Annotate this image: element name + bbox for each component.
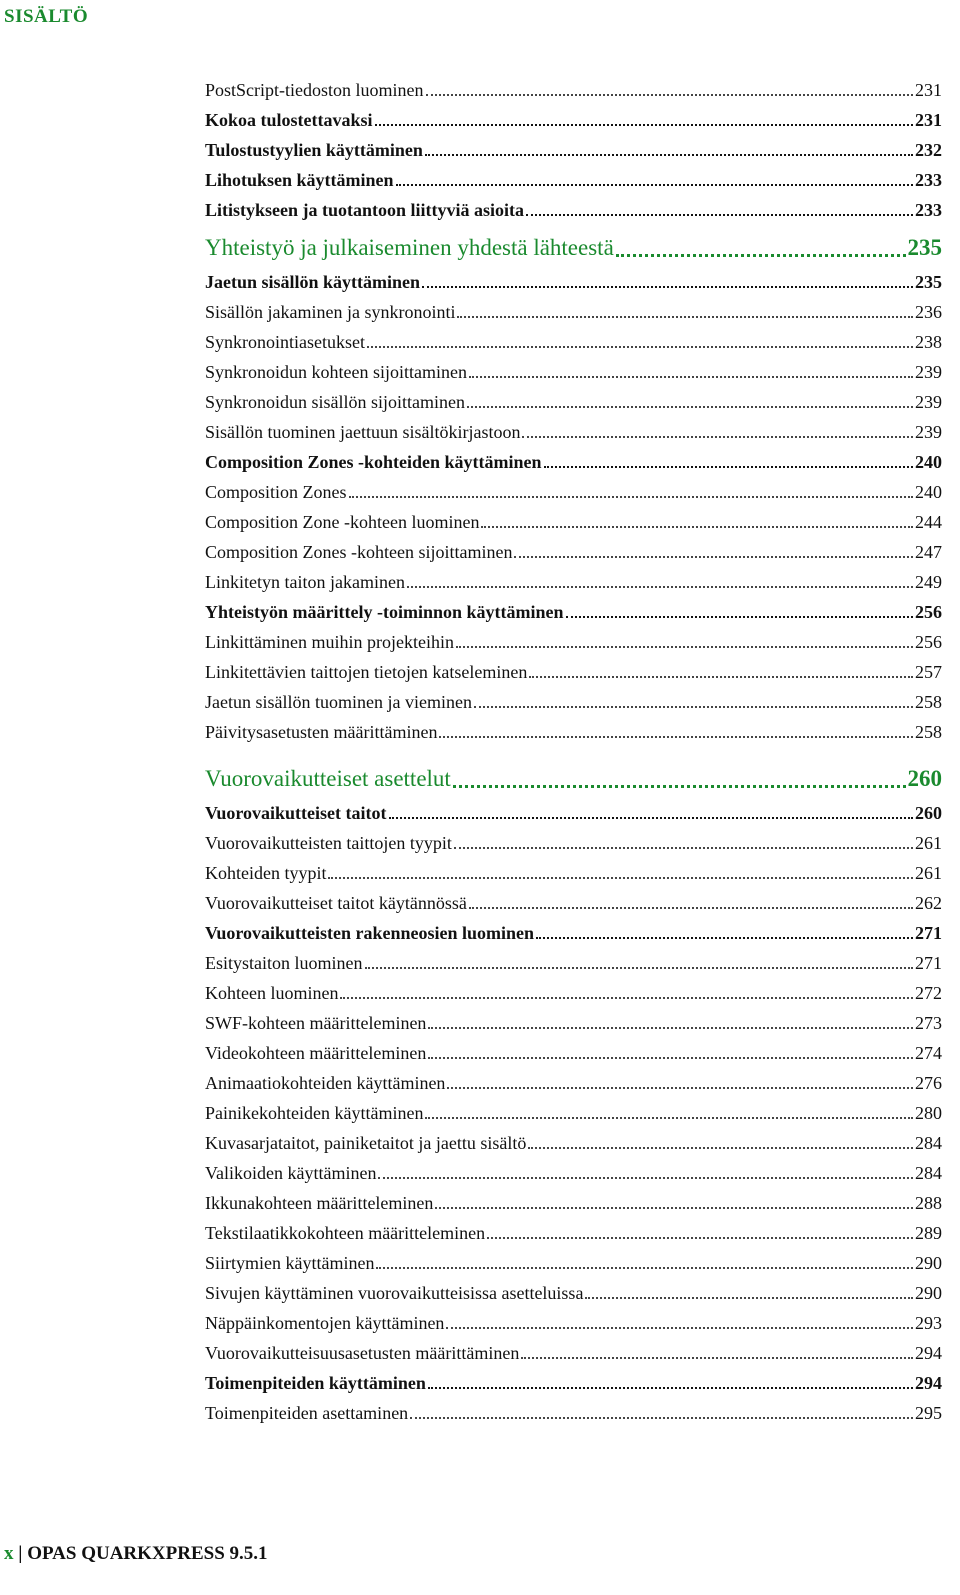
toc-entry-title: Synkronointiasetukset [205,332,365,352]
toc-entry[interactable] [205,1402,942,1424]
toc-entry-title: Composition Zones [205,482,347,502]
toc-entry-page: 233 [915,170,942,190]
toc-entry-page: 247 [915,542,942,562]
toc-dot-leader [481,526,913,528]
toc-dot-leader [396,184,913,186]
toc-entry-title: Jaetun sisällön tuominen ja vieminen [205,692,472,712]
toc-entry[interactable] [205,631,942,653]
toc-dot-leader [365,967,914,969]
toc-entry-title: Composition Zones -kohteiden käyttäminen [205,452,542,472]
toc-entry-page: 239 [915,392,942,412]
toc-entry-title: PostScript-tiedoston luominen [205,80,424,100]
toc-entry[interactable] [205,661,942,683]
toc-chapter-entry[interactable] [205,765,942,793]
toc-entry-title: Linkitetyn taiton jakaminen [205,572,405,592]
toc-entry-page: 249 [915,572,942,592]
toc-entry-page: 233 [915,200,942,220]
toc-entry[interactable] [205,541,942,563]
toc-dot-leader [529,676,913,678]
toc-dot-leader [514,556,913,558]
toc-entry-title: Toimenpiteiden käyttäminen [205,1373,426,1393]
toc-entry-title: Toimenpiteiden asettaminen [205,1403,409,1423]
toc-entry-title: Kuvasarjataitot, painiketaitot ja jaettu sisältö [205,1133,527,1153]
toc-entry[interactable] [205,451,942,473]
toc-entry-title: Lihotuksen käyttäminen [205,170,394,190]
toc-dot-leader [447,1087,913,1089]
toc-entry[interactable] [205,1222,942,1244]
toc-entry-title: Animaatiokohteiden käyttäminen [205,1073,446,1093]
toc-entry[interactable] [205,952,942,974]
toc-entry-page: 238 [915,332,942,352]
toc-dot-leader [428,1057,913,1059]
toc-entry-title: Litistykseen ja tuotantoon liittyviä asioita [205,200,525,220]
toc-entry[interactable] [205,1192,942,1214]
toc-entry-title: Näppäinkomentojen käyttäminen [205,1313,445,1333]
toc-dot-leader [474,706,913,708]
toc-dot-leader [410,1417,913,1419]
toc-entry[interactable] [205,1132,942,1154]
toc-entry-title: Linkittäminen muihin projekteihin [205,632,454,652]
toc-dot-leader [340,997,913,999]
toc-dot-leader [376,1267,913,1269]
footer-separator: | [18,1543,23,1564]
toc-entry[interactable] [205,271,942,293]
toc-entry-title: Vuorovaikutteisuusasetusten määrittäminen [205,1343,520,1363]
toc-entry-title: Vuorovaikutteiset taitot [205,803,387,823]
toc-entry[interactable] [205,169,942,191]
toc-entry[interactable] [205,1042,942,1064]
toc-dot-leader [378,1177,913,1179]
toc-entry-page: 232 [915,140,942,160]
toc-entry-page: 288 [915,1193,942,1213]
toc-entry-title: Tulostustyylien käyttäminen [205,140,423,160]
toc-entry-title: Sisällön jakaminen ja synkronointi [205,302,456,322]
toc-dot-leader [469,907,913,909]
toc-entry[interactable] [205,571,942,593]
toc-entry[interactable] [205,139,942,161]
toc-entry[interactable] [205,421,942,443]
toc-entry-page: 273 [915,1013,942,1033]
toc-entry-title: Kokoa tulostettavaksi [205,110,373,130]
toc-dot-leader [426,94,914,96]
toc-entry-page: 239 [915,422,942,442]
toc-entry[interactable] [205,832,942,854]
footer-page-number: x [4,1543,14,1564]
toc-entry-page: 295 [915,1403,942,1423]
toc-dot-leader [528,1147,913,1149]
page-header: SISÄLTÖ [4,6,89,27]
toc-dot-leader [521,1357,913,1359]
toc-dot-leader [536,937,913,939]
toc-entry-title: Sisällön tuominen jaettuun sisältökirjastoon [205,422,521,442]
toc-entry-page: 235 [915,272,942,292]
toc-entry-title: Videokohteen määritteleminen [205,1043,427,1063]
toc-dot-leader [616,254,906,257]
toc-dot-leader [439,736,913,738]
toc-entry-page: 258 [915,692,942,712]
toc-entry-title: Valikoiden käyttäminen [205,1163,377,1183]
toc-entry[interactable] [205,1282,942,1304]
toc-entry-title: Sivujen käyttäminen vuorovaikutteisissa asetteluissa [205,1283,584,1303]
toc-entry-page: 284 [915,1133,942,1153]
toc-dot-leader [566,616,914,618]
toc-entry[interactable] [205,361,942,383]
toc-dot-leader [467,406,913,408]
toc-entry-title: Kohteiden tyypit [205,863,327,883]
toc-entry-title: Composition Zones -kohteen sijoittaminen [205,542,513,562]
page-footer [4,1543,268,1565]
toc-chapter-entry[interactable] [205,234,942,262]
toc-dot-leader [585,1297,913,1299]
toc-entry-title: Linkitettävien taittojen tietojen katseleminen [205,662,528,682]
toc-entry-page: 271 [915,923,942,943]
toc-entry-page: 284 [915,1163,942,1183]
toc-entry-page: 280 [915,1103,942,1123]
toc-entry-page: 235 [907,235,942,260]
toc-entry[interactable] [205,1072,942,1094]
toc-entry[interactable] [205,481,942,503]
toc-entry-title: Tekstilaatikkokohteen määritteleminen [205,1223,486,1243]
toc-entry-page: 272 [915,983,942,1003]
toc-entry-page: 258 [915,722,942,742]
toc-entry[interactable] [205,922,942,944]
toc-entry-title: Yhteistyö ja julkaiseminen yhdestä lähteestä [205,235,614,260]
toc-entry-page: 231 [915,80,942,100]
toc-entry-page: 294 [915,1343,942,1363]
toc-entry-page: 240 [915,452,942,472]
toc-entry-page: 240 [915,482,942,502]
toc-dot-leader [544,466,913,468]
toc-entry-title: Jaetun sisällön käyttäminen [205,272,421,292]
toc-entry-page: 290 [915,1283,942,1303]
toc-entry[interactable] [205,331,942,353]
toc-dot-leader [425,1117,913,1119]
toc-entry-title: SWF-kohteen määritteleminen [205,1013,427,1033]
toc-dot-leader [328,877,913,879]
toc-dot-leader [522,436,913,438]
toc-dot-leader [425,154,913,156]
toc-entry-page: 294 [915,1373,942,1393]
toc-entry[interactable] [205,892,942,914]
toc-entry-page: 261 [915,863,942,883]
toc-entry[interactable] [205,802,942,824]
toc-dot-leader [428,1027,913,1029]
toc-entry-title: Yhteistyön määrittely -toiminnon käyttäminen [205,602,564,622]
toc-dot-leader [446,1327,913,1329]
toc-entry-title: Synkronoidun kohteen sijoittaminen [205,362,467,382]
toc-entry[interactable] [205,1252,942,1274]
toc-entry-page: 289 [915,1223,942,1243]
toc-entry-page: 256 [915,602,942,622]
toc-entry[interactable] [205,691,942,713]
toc-entry-page: 262 [915,893,942,913]
toc-entry[interactable] [205,391,942,413]
toc-dot-leader [469,376,913,378]
toc-entry[interactable] [205,1162,942,1184]
toc-entry[interactable] [205,601,942,623]
toc-entry-title: Kohteen luominen [205,983,339,1003]
toc-entry[interactable] [205,79,942,101]
toc-entry-title: Ikkunakohteen määritteleminen [205,1193,434,1213]
toc-dot-leader [457,316,913,318]
toc-entry-page: 274 [915,1043,942,1063]
toc-entry-page: 271 [915,953,942,973]
toc-entry-title: Composition Zone -kohteen luominen [205,512,480,532]
toc-entry[interactable] [205,862,942,884]
toc-entry-title: Painikekohteiden käyttäminen [205,1103,424,1123]
toc-dot-leader [428,1387,913,1389]
toc-entry-page: 260 [907,766,942,791]
toc-entry-page: 236 [915,302,942,322]
toc-dot-leader [389,817,914,819]
toc-entry-title: Vuorovaikutteiset asettelut [205,766,451,791]
toc-entry[interactable] [205,1102,942,1124]
toc-entry-page: 257 [915,662,942,682]
toc-entry-page: 290 [915,1253,942,1273]
toc-entry-page: 239 [915,362,942,382]
toc-entry-title: Vuorovaikutteisten taittojen tyypit [205,833,452,853]
toc-dot-leader [435,1207,913,1209]
footer-title: OPAS QUARKXPRESS 9.5.1 [27,1543,268,1564]
toc-entry-title: Vuorovaikutteisten rakenneosien luominen [205,923,535,943]
toc-entry[interactable] [205,109,942,131]
toc-entry-page: 276 [915,1073,942,1093]
toc-entry-page: 261 [915,833,942,853]
toc-entry-title: Siirtymien käyttäminen [205,1253,375,1273]
toc-dot-leader [454,847,913,849]
toc-entry-page: 244 [915,512,942,532]
toc-entry[interactable] [205,1372,942,1394]
toc-dot-leader [407,586,913,588]
toc-dot-leader [526,214,913,216]
toc-entry-title: Synkronoidun sisällön sijoittaminen [205,392,465,412]
toc-dot-leader [422,286,913,288]
toc-entry[interactable] [205,511,942,533]
toc-dot-leader [367,346,913,348]
toc-dot-leader [375,124,913,126]
toc-dot-leader [487,1237,913,1239]
toc-dot-leader [453,785,906,788]
toc-entry-title: Esitystaiton luominen [205,953,363,973]
toc-entry[interactable] [205,721,942,743]
toc-entry-title: Päivitysasetusten määrittäminen [205,722,438,742]
toc-entry-page: 256 [915,632,942,652]
toc-entry[interactable] [205,1312,942,1334]
toc-entry[interactable] [205,1012,942,1034]
toc-entry-page: 293 [915,1313,942,1333]
toc-entry[interactable] [205,1342,942,1364]
toc-entry[interactable] [205,301,942,323]
toc-dot-leader [456,646,913,648]
toc-entry-title: Vuorovaikutteiset taitot käytännössä [205,893,467,913]
toc-entry[interactable] [205,199,942,221]
toc-dot-leader [349,496,913,498]
toc-entry[interactable] [205,982,942,1004]
toc-entry-page: 231 [915,110,942,130]
toc-entry-page: 260 [915,803,942,823]
